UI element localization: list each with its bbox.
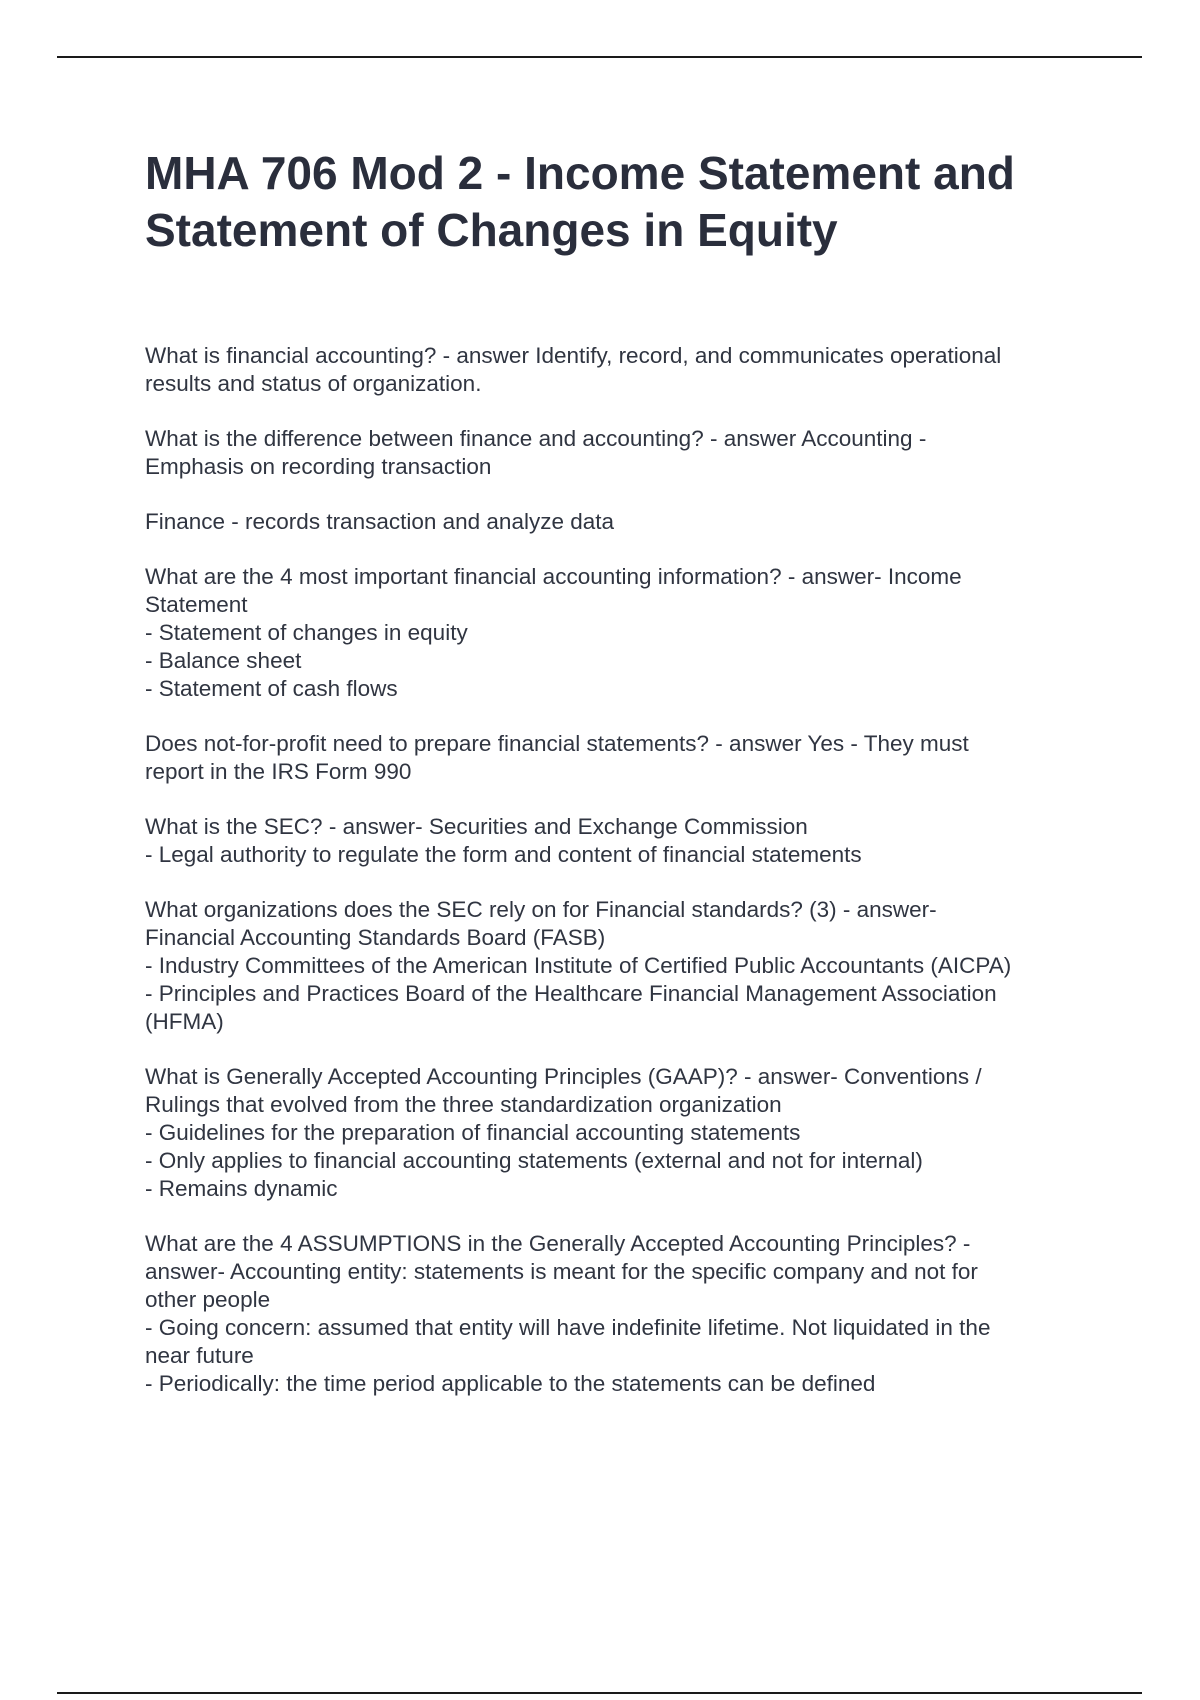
qa-text: [145, 1063, 1085, 1203]
qa-line: other people: [145, 1287, 271, 1312]
qa-list: [145, 342, 1085, 1398]
qa-line: - Going concern: assumed that entity will have indefinite lifetime. Not liquidated in the: [145, 1315, 991, 1340]
qa-item: [145, 342, 1085, 398]
qa-line: - Periodically: the time period applicable to the statements can be defined: [145, 1371, 876, 1396]
qa-item: [145, 563, 1085, 703]
qa-text: [145, 813, 1085, 869]
qa-item: [145, 1230, 1085, 1398]
qa-line: - Statement of changes in equity: [145, 620, 468, 645]
qa-line: What are the 4 ASSUMPTIONS in the Generally Accepted Accounting Principles? -: [145, 1231, 971, 1256]
qa-line: (HFMA): [145, 1009, 224, 1034]
qa-text: [145, 563, 1085, 703]
qa-item: [145, 730, 1085, 786]
qa-line: - Statement of cash flows: [145, 676, 398, 701]
document-body: [145, 145, 1085, 1425]
qa-line: results and status of organization.: [145, 371, 482, 396]
qa-line: - Industry Committees of the American Institute of Certified Public Accountants (AICPA): [145, 953, 1012, 978]
page-title-line-2: Statement of Changes in Equity: [145, 204, 838, 256]
qa-line: What is Generally Accepted Accounting Principles (GAAP)? - answer- Conventions /: [145, 1064, 982, 1089]
qa-line: What is the difference between finance and accounting? - answer Accounting -: [145, 426, 927, 451]
qa-line: - Remains dynamic: [145, 1176, 338, 1201]
qa-line: What is financial accounting? - answer Identify, record, and communicates operational: [145, 343, 1002, 368]
qa-line: Statement: [145, 592, 248, 617]
qa-line: Financial Accounting Standards Board (FASB): [145, 925, 606, 950]
qa-text: [145, 730, 1085, 786]
qa-text: [145, 1230, 1085, 1398]
qa-text: [145, 425, 1085, 481]
qa-line: answer- Accounting entity: statements is meant for the specific company and not for: [145, 1259, 978, 1284]
page-title-line-1: MHA 706 Mod 2 - Income Statement and: [145, 147, 1015, 199]
qa-line: report in the IRS Form 990: [145, 759, 412, 784]
qa-item: [145, 896, 1085, 1036]
page-title: [145, 145, 1085, 259]
qa-item: [145, 1063, 1085, 1203]
bottom-divider: [57, 1692, 1142, 1694]
qa-text: [145, 342, 1085, 398]
qa-line: - Balance sheet: [145, 648, 302, 673]
qa-line: near future: [145, 1343, 254, 1368]
qa-line: - Only applies to financial accounting statements (external and not for internal): [145, 1148, 923, 1173]
qa-item: [145, 813, 1085, 869]
qa-line: What organizations does the SEC rely on for Financial standards? (3) - answer-: [145, 897, 937, 922]
qa-text: [145, 896, 1085, 1036]
qa-line: What are the 4 most important financial accounting information? - answer- Income: [145, 564, 962, 589]
qa-extra-paragraph: Finance - records transaction and analyze data: [145, 509, 615, 534]
qa-line: Emphasis on recording transaction: [145, 454, 492, 479]
qa-line: - Guidelines for the preparation of financial accounting statements: [145, 1120, 801, 1145]
qa-line: - Legal authority to regulate the form and content of financial statements: [145, 842, 862, 867]
qa-line: What is the SEC? - answer- Securities and Exchange Commission: [145, 814, 808, 839]
qa-line: Rulings that evolved from the three standardization organization: [145, 1092, 782, 1117]
qa-line: - Principles and Practices Board of the Healthcare Financial Management Association: [145, 981, 997, 1006]
qa-line: Does not-for-profit need to prepare financial statements? - answer Yes - They must: [145, 731, 969, 756]
top-divider: [57, 56, 1142, 58]
qa-item: [145, 425, 1085, 536]
